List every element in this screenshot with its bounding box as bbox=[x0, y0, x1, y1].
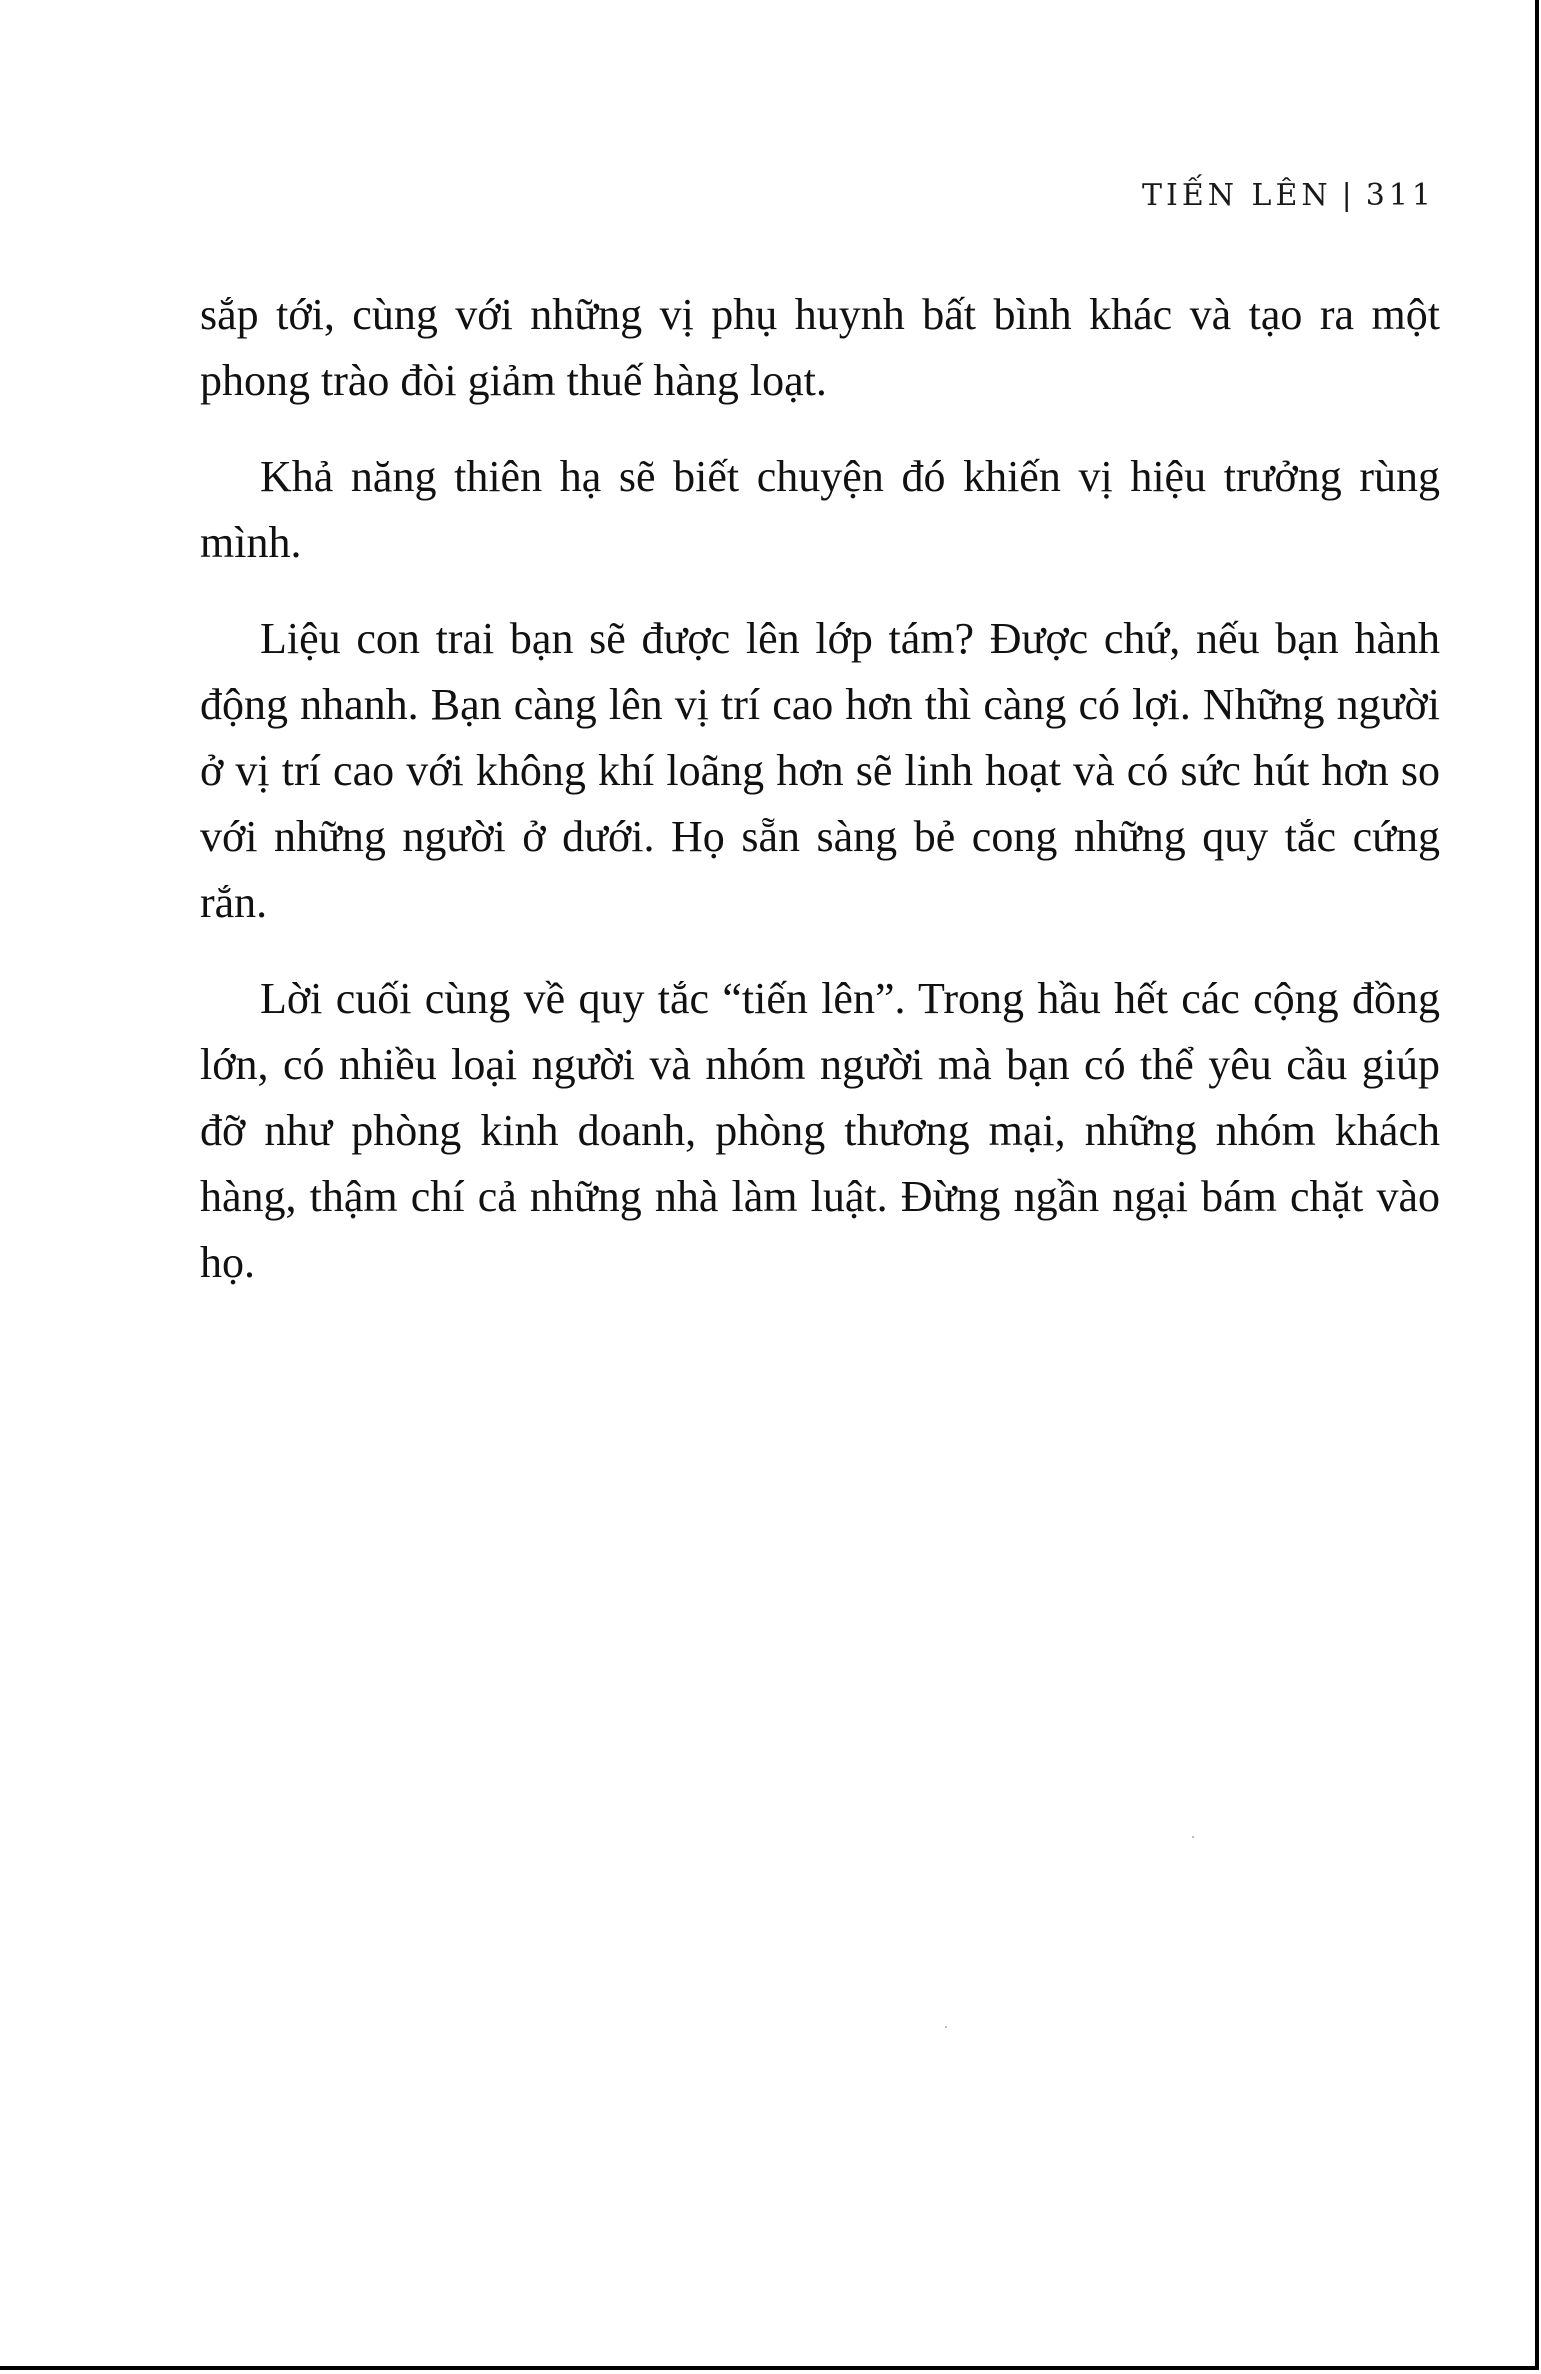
paragraph: Khả năng thiên hạ sẽ biết chuyện đó khiến vị hiệu trưởng rùng mình. bbox=[200, 452, 1440, 567]
scan-speck bbox=[945, 2026, 947, 2028]
running-title: TIẾN LÊN bbox=[1142, 178, 1332, 213]
scan-speck bbox=[1192, 1836, 1194, 1838]
paragraph: Lời cuối cùng về quy tắc “tiến lên”. Trong hầu hết các cộng đồng lớn, có nhiều loại người và nhóm người mà bạn có thể yêu cầu giúp đỡ như phòng kinh doanh, phòng thương mại, những nhóm khách hàng, thậm chí cả những nhà làm luật. Đừng ngần ngại bám chặt vào họ. bbox=[200, 974, 1440, 1287]
page-number: 311 bbox=[1365, 178, 1435, 213]
paragraph: Liệu con trai bạn sẽ được lên lớp tám? Được chứ, nếu bạn hành động nhanh. Bạn càng lên vị trí cao hơn thì càng có lợi. Những người ở vị trí cao với không khí loãng hơn sẽ linh hoạt và có sức hút hơn so với những người ở dưới. Họ sẵn sàng bẻ cong những quy tắc cứng rắn. bbox=[200, 614, 1440, 927]
body-text bbox=[200, 282, 1440, 1326]
paragraph-continued: sắp tới, cùng với những vị phụ huynh bất bình khác và tạo ra một phong trào đòi giảm thuế hàng loạt. bbox=[200, 290, 1440, 405]
header-separator: | bbox=[1341, 178, 1356, 213]
running-head bbox=[1142, 178, 1435, 213]
